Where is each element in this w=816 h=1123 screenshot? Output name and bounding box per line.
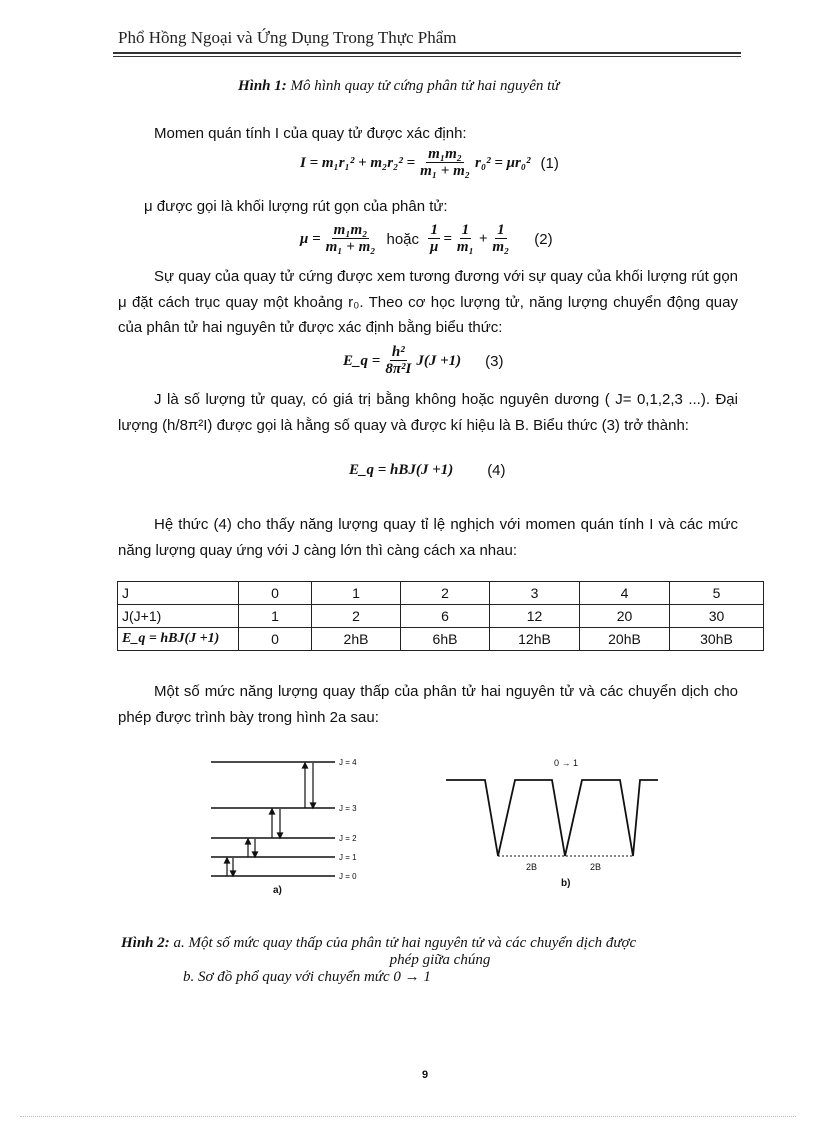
eq2-frac-b-den: m₁ — [456, 239, 474, 255]
paragraph-rotation: Sự quay của quay tử cứng được xem tương đương với sự quay của khối lượng rút gọn μ đặt cách trục quay một khoảng r₀. Theo cơ học lượng tử, năng lượng chuyển động quay của phân tử hai nguyên tử được xác định bằng biểu thức: — [118, 268, 738, 336]
eq2-frac-b — [455, 222, 476, 256]
spectrum-trace — [446, 780, 658, 856]
table-cell: J — [118, 582, 239, 605]
table-cell: 2 — [312, 605, 401, 628]
table-cell: 3 — [490, 582, 580, 605]
table-cell: 6 — [401, 605, 490, 628]
eq1-den: m₁ + m₂ — [420, 163, 470, 179]
eq2-num: m₁m₂ — [333, 222, 368, 238]
energy-table — [117, 581, 764, 651]
eq1-rhs: r₀² = μr₀² — [475, 154, 531, 171]
table-cell: 12hB — [490, 628, 580, 651]
equation-1 — [300, 146, 559, 180]
table-cell: 1 — [312, 582, 401, 605]
figure2-label: Hình 2: — [121, 935, 170, 951]
paragraph-quantum: J là số lượng tử quay, có giá trị bằng không hoặc nguyên dương ( J= 0,1,2,3 ...). Đại lượng (h/8π²I) được gọi là hằng số quay và được kí hiệu là B. Biểu thức (3) trở thành: — [118, 391, 738, 434]
table-cell: 20hB — [580, 628, 670, 651]
page-header: Phổ Hồng Ngoại và Ứng Dụng Trong Thực Phẩm — [118, 28, 457, 47]
eq2-den: m₁ + m₂ — [325, 239, 376, 255]
eq4-number: (4) — [487, 462, 506, 479]
paragraph-mu: μ được gọi là khối lượng rút gọn của phân tử: — [144, 198, 448, 215]
figure2-line3: b. Sơ đồ phổ quay với chuyển mức 0 → 1 — [183, 969, 431, 985]
eq2-frac-c-num: 1 — [497, 222, 505, 238]
spacing-label: 2B — [590, 862, 602, 872]
spacing-label: 2B — [526, 862, 538, 872]
table-cell: 0 — [239, 628, 312, 651]
level-label: J = 3 — [339, 804, 357, 813]
eq2-or: hoặc — [386, 230, 420, 248]
page-number: 9 — [422, 1069, 429, 1081]
eq3-den: 8π²I — [385, 361, 412, 377]
eq1-fraction — [418, 146, 472, 180]
eq2-frac-c — [490, 222, 511, 256]
page-bottom-border — [20, 1116, 796, 1117]
eq2-plus: + — [478, 230, 488, 247]
table-cell: 4 — [580, 582, 670, 605]
eq2-frac-a-num: 1 — [430, 222, 438, 238]
eq2-fraction — [324, 222, 378, 256]
table-cell: 0 — [239, 582, 312, 605]
energy-level-diagram — [205, 750, 405, 900]
eq2-frac-a-den: μ — [430, 239, 439, 255]
eq2-frac-b-num: 1 — [461, 222, 470, 238]
fig2a-label: a) — [273, 885, 282, 896]
table-row — [118, 605, 764, 628]
eq2-number: (2) — [534, 230, 553, 248]
header-rule — [113, 52, 741, 54]
eq1-lhs: I = m₁r₁² + m₂r₂² = — [300, 154, 416, 171]
paragraph-relation: Hệ thức (4) cho thấy năng lượng quay tỉ lệ nghịch với momen quán tính I và các mức năng lượng quay ứng với J càng lớn thì càng cách xa nhau: — [118, 516, 738, 559]
figure1-label: Hình 1: — [238, 78, 287, 94]
eq3-rhs: J(J +1) — [416, 352, 462, 369]
figure2-line2: phép giữa chúng — [389, 952, 491, 968]
table-cell: 5 — [670, 582, 764, 605]
table-cell: 6hB — [401, 628, 490, 651]
eq2-lhs: μ = — [300, 230, 321, 247]
header-rule-thin — [113, 56, 741, 57]
figure1-caption — [238, 78, 559, 95]
table-cell: 2 — [401, 582, 490, 605]
eq1-num: m₁m₂ — [428, 146, 462, 162]
table-cell: J(J+1) — [118, 605, 239, 628]
table-cell: 2hB — [312, 628, 401, 651]
eq4-expr: E_q = hBJ(J +1) — [349, 462, 454, 478]
eq2-frac-a — [428, 222, 440, 256]
table-cell: E_q = hBJ(J +1) — [118, 628, 239, 651]
figure2-caption — [121, 935, 741, 986]
paragraph-moment: Momen quán tính I của quay tử được xác định: — [154, 125, 467, 142]
eq1-number: (1) — [540, 154, 559, 172]
table-cell: 20 — [580, 605, 670, 628]
figure1-text: Mô hình quay tử cứng phân tử hai nguyên tử — [286, 78, 560, 94]
level-label: J = 0 — [339, 872, 357, 881]
level-label: J = 1 — [339, 853, 357, 862]
equation-4 — [349, 462, 506, 479]
paragraph-levels: Một số mức năng lượng quay thấp của phân tử hai nguyên tử và các chuyển dịch cho phép được trình bày trong hình 2a sau: — [118, 683, 738, 726]
eq3-number: (3) — [485, 352, 504, 370]
eq2-frac-c-den: m₂ — [492, 239, 510, 255]
figure2-line1: a. Một số mức quay thấp của phân tử hai nguyên tử và các chuyển dịch được — [169, 935, 637, 951]
table-row — [118, 582, 764, 605]
equation-3 — [343, 344, 503, 378]
fig2b-label: b) — [561, 878, 571, 889]
eq3-lhs: E_q = — [343, 352, 381, 369]
rotational-spectrum-diagram — [440, 752, 670, 892]
spectrum-title: 0 → 1 — [554, 758, 579, 768]
table-cell: 30hB — [670, 628, 764, 651]
equation-2 — [300, 222, 553, 256]
table-cell: 12 — [490, 605, 580, 628]
eq2-equals: = — [443, 230, 452, 247]
table-cell: 1 — [239, 605, 312, 628]
eq3-num: h² — [391, 344, 405, 360]
table-cell: 30 — [670, 605, 764, 628]
level-label: J = 4 — [339, 758, 357, 767]
eq3-fraction — [383, 344, 413, 378]
level-label: J = 2 — [339, 834, 357, 843]
table-row — [118, 628, 764, 651]
